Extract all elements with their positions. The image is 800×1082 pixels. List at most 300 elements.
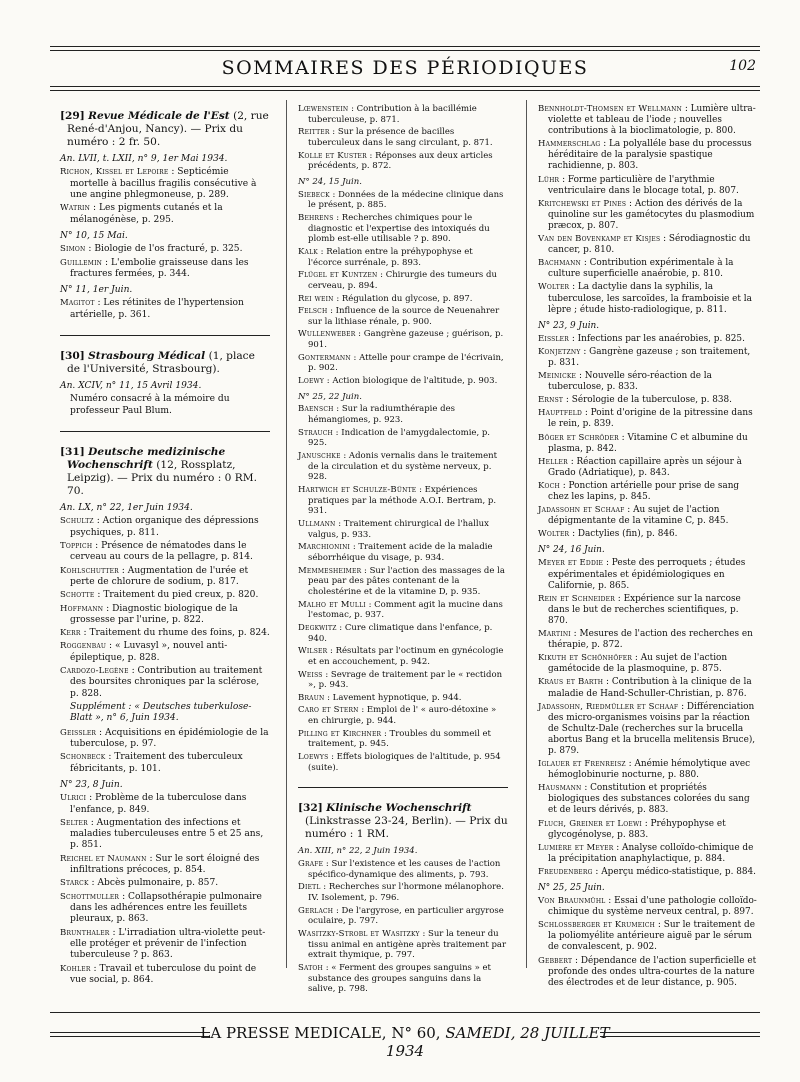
article-title: : Recherches chimiques pour le diagnostic et l'expertise des intoxiqués du plomb est-elle utilisable ? p. 890.: [308, 212, 490, 245]
article-entry: [538, 433, 758, 455]
article-entry: [60, 244, 270, 255]
article-entry: [298, 294, 508, 305]
journal-number: [32]: [298, 802, 323, 815]
article-title: : Au sujet de l'action dépigmentante de la vitamine C, p. 845.: [548, 505, 729, 527]
article-entry: [298, 906, 508, 927]
article-entry: [298, 600, 508, 621]
article-entry: [60, 566, 270, 589]
journal-number: [30]: [60, 350, 85, 363]
article-entry: [60, 298, 270, 321]
journal-number: [31]: [60, 446, 85, 458]
article-authors: Satoh: [298, 962, 323, 973]
article-authors: Wolter: [538, 529, 570, 540]
article-entry: [298, 646, 508, 667]
article-authors: Dietl: [298, 882, 321, 893]
article-entry: [538, 347, 758, 369]
article-authors: Simon: [60, 244, 86, 255]
header-rule-1: [50, 86, 760, 87]
article-authors: Geissler: [60, 727, 97, 738]
article-title: : Action biologique de l'altitude, p. 903.: [326, 376, 498, 387]
article-authors: Degkwitz: [298, 622, 337, 633]
article-authors: Wasitzky-Strobl et Wasitzky: [298, 929, 420, 939]
article-entry: [298, 353, 508, 374]
article-entry: [538, 867, 758, 878]
article-title: : La polyalléle base du processus héréditaire de la paralysie spastique rachidienne, p. 803.: [548, 139, 752, 172]
article-entry: [298, 127, 508, 148]
article-title: : Biologie de l'os fracturé, p. 325.: [88, 244, 243, 255]
article-entry: [60, 167, 270, 201]
article-authors: Felsch: [298, 306, 328, 317]
article-entry: [60, 590, 270, 601]
article-authors: Caro et Stern: [298, 705, 359, 716]
article-entry: [298, 859, 508, 880]
article-title: : L'embolie graisseuse dans les fractures fermées, p. 344.: [70, 257, 249, 279]
article-entry: [60, 258, 270, 281]
article-entry: [60, 793, 270, 816]
footer-prefix: LA PRESSE MEDICALE, N° 60,: [200, 1024, 441, 1042]
article-authors: Gebbert: [538, 955, 573, 966]
article-authors: Starck: [60, 878, 89, 889]
issue-note: Numéro consacré à la mémoire du professeur Paul Blum.: [70, 394, 230, 416]
article-title: : « Luvasyl », nouvel anti-épileptique, p. 828.: [70, 641, 228, 663]
article-authors: Koch: [538, 480, 560, 491]
article-title: : Acquisitions en épidémiologie de la tuberculose, p. 97.: [70, 727, 269, 749]
article-title: : Traitement du rhume des foins, p. 824.: [83, 628, 270, 639]
footer-text: [200, 1024, 610, 1060]
article-entry: [60, 878, 270, 889]
article-authors: Loewys: [298, 752, 329, 763]
issue-heading: N° 23, 9 Juin.: [538, 320, 600, 331]
article-authors: Cardozo-Legène: [60, 666, 129, 677]
article-entry: [538, 594, 758, 627]
article-title: : Lumière ultra-violette et tableau de l'iode ; nouvelles contributions à la bioclimatologie, p. 800.: [548, 104, 756, 137]
journal-heading: [60, 446, 270, 498]
article-authors: Schotte: [60, 590, 95, 601]
column-3: [538, 104, 758, 991]
journal-heading: [298, 802, 508, 841]
footer-rule-left: [50, 1032, 210, 1033]
top-rule-2: [50, 50, 760, 51]
article-entry: [298, 213, 508, 245]
article-entry: [60, 964, 270, 987]
article-title: : Troubles du sommeil et traitement, p. 945.: [308, 728, 491, 750]
article-entry: [538, 505, 758, 527]
journal-heading: [60, 110, 270, 149]
article-authors: Gontermann: [298, 352, 351, 363]
footer-rule-right: [600, 1032, 760, 1033]
article-authors: Meyer et Eddie: [538, 558, 604, 569]
article-entry: [60, 928, 270, 962]
article-title: : Recherches sur l'hormone mélanophore. IV. Isolement, p. 796.: [308, 882, 504, 904]
article-title: : Réaction capillaire après un séjour à Grado (Adriatique), p. 843.: [548, 456, 742, 478]
article-authors: Roggenbau: [60, 641, 107, 652]
article-authors: Schonbeck: [60, 752, 106, 763]
article-entry: [538, 234, 758, 256]
article-authors: Meinicke: [538, 371, 577, 382]
issue-heading: An. LX, n° 22, 1er Juin 1934.: [60, 503, 193, 513]
article-entry: [298, 542, 508, 563]
article-entry: [60, 541, 270, 564]
article-title: : Contribution à la bacillémie tuberculeuse, p. 871.: [308, 104, 477, 125]
article-title: : Ponction artérielle pour prise de sang chez les lapins, p. 845.: [548, 480, 740, 502]
article-entry: [538, 139, 758, 172]
article-entry: [60, 628, 270, 639]
article-authors: Hammerschlag: [538, 139, 601, 150]
article-authors: Rein et Schneider: [538, 593, 615, 604]
article-title: : Sur l'action des massages de la peau par des pâtes contenant de la cholestérine et de la vitamine D, p. 935.: [308, 565, 505, 597]
article-authors: Martini: [538, 629, 571, 640]
issue-heading: N° 23, 8 Juin.: [60, 779, 123, 790]
issue-heading: N° 11, 1er Juin.: [60, 285, 133, 296]
footer-rule-right-2: [600, 1036, 760, 1037]
article-authors: Kritchewski et Pines: [538, 198, 627, 209]
article-entry: [538, 258, 758, 280]
article-title: : Contribution expérimentale à la culture superficielle anaérobie, p. 810.: [548, 258, 734, 280]
article-entry: [60, 666, 270, 700]
issue-heading: N° 10, 15 Mai.: [60, 230, 128, 241]
article-authors: Januschke: [298, 451, 341, 462]
journal-title: Klinische Wochenschrift: [326, 802, 472, 815]
article-entry: [538, 920, 758, 953]
article-authors: Kikuth et Schönhöfer: [538, 653, 633, 664]
article-authors: Weiss: [298, 669, 323, 680]
journal-title: Deutsche medizinische Wochenschrift: [67, 446, 226, 471]
article-title: : Réponses aux deux articles précédents, p. 872.: [308, 150, 493, 172]
issue-note: Supplément : « Deutsches tuberkulose-Blatt », n° 6, Juin 1934.: [70, 702, 252, 724]
article-title: : Traitement du pied creux, p. 820.: [97, 590, 259, 601]
article-entry: [538, 175, 758, 197]
journal-number: [29]: [60, 110, 85, 122]
article-entry: [298, 376, 508, 387]
article-authors: Watrin: [60, 203, 91, 214]
article-entry: [298, 963, 508, 995]
article-title: : Sevrage de traitement par le « rectidon », p. 943.: [308, 669, 503, 691]
article-entry: [298, 929, 508, 961]
article-entry: [538, 629, 758, 651]
article-entry: [538, 371, 758, 393]
article-entry: [538, 702, 758, 757]
article-authors: Eissler: [538, 333, 569, 344]
article-title: : Régulation du glycose, p. 897.: [336, 293, 473, 304]
article-title: : Emploi de l' « auro-détoxine » en chirurgie, p. 944.: [308, 705, 497, 727]
journal-info: (12, Rossplatz, Leipzig). — Prix du numéro : 0 RM. 70.: [67, 459, 257, 497]
issue-heading: An. XIII, n° 22, 2 Juin 1934.: [298, 846, 418, 857]
article-authors: Kerr: [60, 628, 81, 639]
article-title: : Les rétinites de l'hypertension artérielle, p. 361.: [70, 298, 244, 320]
article-title: : Cure climatique dans l'enfance, p. 940.: [308, 622, 493, 644]
article-entry: [538, 481, 758, 503]
article-entry: [60, 752, 270, 775]
article-entry: [538, 653, 758, 675]
page-footer: [50, 1022, 760, 1060]
article-title: : Résultats par l'octinum en gynécologie et en accouchement, p. 942.: [308, 646, 504, 667]
article-authors: Freudenberg: [538, 866, 593, 877]
article-authors: Siebeck: [298, 189, 330, 200]
issue-heading: An. LVII, t. LXII, n° 9, 1er Mai 1934.: [60, 154, 228, 164]
article-title: : Travail et tuberculose du point de vue social, p. 864.: [70, 963, 257, 985]
article-title: : Sur la présence de bacilles tuberculeux dans le sang circulant, p. 871.: [308, 127, 493, 148]
article-entry: [298, 566, 508, 598]
article-title: : Les pigments cutanés et la mélanogénèse, p. 295.: [70, 203, 223, 225]
article-title: : Effets biologiques de l'altitude, p. 954 (suite).: [308, 752, 501, 773]
issue-heading: N° 25, 25 Juin.: [538, 883, 605, 893]
article-entry: [538, 199, 758, 232]
article-title: : Traitement acide de la maladie séborrhéique du visage, p. 934.: [308, 542, 493, 563]
article-authors: Ullmann: [298, 518, 336, 529]
column-divider-1: [286, 100, 287, 968]
article-authors: Marchionini: [298, 542, 351, 553]
article-title: : Expérience sur la narcose dans le but de recherches scientifiques, p. 870.: [548, 593, 741, 626]
article-title: : Dépendance de l'action superficielle et profonde des ondes ultra-courtes de la nature des électrodes et de leur distance, p. 905.: [548, 955, 757, 988]
article-authors: Bachmann: [538, 258, 581, 269]
article-title: : Sur la radiumthérapie des hémangiomes, p. 923.: [308, 404, 455, 426]
article-authors: Jadassohn, Riedmüller et Schaaf: [538, 701, 679, 712]
page-header: [50, 56, 760, 82]
article-title: : Augmentation des infections et maladies tuberculeuses entre 5 et 25 ans, p. 851.: [70, 817, 264, 851]
article-authors: Toppich: [60, 540, 93, 551]
article-title: : Comment agit la mucine dans l'estomac, p. 937.: [308, 599, 503, 621]
article-authors: Strauch: [298, 427, 333, 438]
article-entry: [60, 728, 270, 751]
issue-heading: N° 24, 16 Juin.: [538, 545, 605, 556]
article-entry: [538, 677, 758, 699]
article-authors: Memmesheimer: [298, 565, 362, 576]
article-entry: [298, 623, 508, 644]
article-title: : Présence de nématodes dans le cerveau au cours de la pellagre, p. 814.: [70, 540, 253, 563]
article-entry: [538, 819, 758, 841]
article-authors: Kohlschutter: [60, 565, 119, 576]
article-title: : Sur l'existence et les causes de l'action spécifico-dynamique des aliments, p. 793.: [308, 859, 501, 880]
page-title: SOMMAIRES DES PÉRIODIQUES: [221, 57, 589, 79]
article-title: : Au sujet de l'action gamétocide de la plasmoquine, p. 875.: [548, 653, 728, 675]
article-title: : Gangrène gazeuse ; son traitement, p. 831.: [548, 346, 751, 368]
article-title: : Peste des perroquets ; études expérimentales et épidémiologiques en Californie, p. 865.: [548, 558, 746, 591]
article-authors: Van den Bovenkamp et Kisjes: [538, 234, 661, 245]
article-title: : Abcès pulmonaire, p. 857.: [91, 878, 219, 889]
article-authors: Hoffmann: [60, 603, 104, 614]
article-authors: Loewy: [298, 376, 325, 387]
article-entry: [538, 395, 758, 406]
footer-rule-left-2: [50, 1036, 210, 1037]
article-entry: [60, 641, 270, 664]
article-authors: Baensch: [298, 404, 334, 415]
article-authors: Schultz: [60, 516, 94, 527]
article-title: : Nouvelle séro-réaction de la tuberculose, p. 833.: [548, 371, 712, 393]
article-title: : Lavement hypnotique, p. 944.: [327, 692, 462, 703]
article-title: : Action organique des dépressions psychiques, p. 811.: [70, 516, 259, 538]
article-title: : Influence de la source de Neuenahrer sur la lithiase rénale, p. 900.: [308, 306, 500, 327]
footer-date: SAMEDI, 28 JUILLET 1934: [385, 1024, 610, 1060]
article-title: : Traitement chirurgical de l'hallux valgus, p. 933.: [308, 518, 489, 540]
article-authors: Kraus et Barth: [538, 677, 604, 688]
article-title: : Relation entre la préhypophyse et l'écorce surrénale, p. 893.: [308, 246, 473, 268]
article-authors: Iglauer et Frenreisz: [538, 759, 626, 770]
article-entry: [298, 451, 508, 483]
article-title: : Chirurgie des tumeurs du cerveau, p. 894.: [308, 270, 497, 291]
article-entry: [538, 956, 758, 989]
article-title: : Aperçu médico-statistique, p. 884.: [595, 866, 756, 877]
article-authors: Gerlach: [298, 905, 334, 916]
article-title: : Forme particulière de l'arythmie ventriculaire dans le blocage total, p. 807.: [548, 174, 739, 196]
article-entry: [60, 516, 270, 539]
article-entry: [298, 729, 508, 750]
article-title: : Préhypophyse et glycogénolyse, p. 883.: [548, 818, 726, 840]
article-authors: Kalk: [298, 246, 318, 257]
article-entry: [538, 759, 758, 781]
article-title: : Constitution et propriétés biologiques des substances colorées du sang et de leurs dérivés, p. 883.: [548, 783, 750, 816]
article-title: : Sur le traitement de la poliomyélite antérieure aiguë par le sérum de convalescent, p. 902.: [548, 920, 755, 953]
article-entry: [538, 529, 758, 540]
article-authors: Ulrici: [60, 793, 87, 804]
article-title: : Gangrène gazeuse ; guérison, p. 901.: [308, 329, 504, 351]
article-title: : Infections par les anaérobies, p. 825.: [571, 333, 745, 344]
section-separator: [298, 787, 508, 788]
article-entry: [298, 670, 508, 691]
article-authors: Malho et Mulli: [298, 599, 366, 610]
article-entry: [298, 190, 508, 211]
article-authors: Magitot: [60, 298, 95, 309]
article-title: : Point d'origine de la pitressine dans le rein, p. 839.: [548, 408, 753, 430]
article-entry: [60, 604, 270, 627]
article-entry: [538, 843, 758, 865]
journal-info: (2, rue René-d'Anjou, Nancy). — Prix du numéro : 2 fr. 50.: [67, 110, 269, 148]
article-title: : Sérologie de la tuberculose, p. 838.: [565, 395, 732, 406]
article-title: : Anémie hémolytique avec hémoglobinurie nocturne, p. 880.: [548, 759, 751, 781]
article-title: : Problème de la tuberculose dans l'enfance, p. 849.: [70, 793, 247, 815]
article-title: : Sur le sort éloigné des infiltrations précoces, p. 854.: [70, 853, 260, 876]
article-title: : Adonis vernalis dans le traitement de la circulation et du système nerveux, p. 928.: [308, 451, 498, 483]
article-authors: Heller: [538, 456, 568, 467]
article-title: : Mesures de l'action des recherches en thérapie, p. 872.: [548, 629, 753, 651]
article-authors: Wullenweber: [298, 329, 356, 340]
article-authors: Richon, Kissel et Lepoire: [60, 167, 169, 178]
article-title: : Données de la médecine clinique dans le présent, p. 885.: [308, 189, 504, 211]
article-authors: Kolle et Kuster: [298, 150, 367, 161]
article-title: : Sérodiagnostic du cancer, p. 810.: [548, 234, 751, 256]
article-authors: Hartwich et Schulze-Bünte: [298, 485, 417, 495]
article-title: : Analyse colloïdo-chimique de la précipitation anaphylactique, p. 884.: [548, 842, 754, 864]
article-authors: Bennholdt-Thomsen et Wellmann: [538, 104, 682, 114]
article-authors: Wilser: [298, 646, 328, 657]
article-entry: [298, 329, 508, 350]
article-authors: Ernst: [538, 395, 564, 406]
issue-heading: N° 24, 15 Juin.: [298, 176, 362, 187]
article-entry: [298, 404, 508, 425]
journal-heading: [60, 350, 270, 376]
article-entry: [60, 854, 270, 877]
article-entry: [298, 104, 508, 125]
article-title: : Différenciation des micro-organismes voisins par la réaction de Schultz-Dale (recherches sur la brucella abortus Bang et la brucella melitensis Bruce), p. 879.: [548, 701, 756, 756]
article-title: : De l'argyrose, en particulier argyrose oculaire, p. 797.: [308, 905, 504, 927]
article-authors: Flügel et Kuntzen: [298, 270, 378, 281]
article-authors: Kohler: [60, 963, 91, 974]
article-entry: [298, 485, 508, 517]
journal-info: (Linkstrasse 23-24, Berlin). — Prix du numéro : 1 RM.: [305, 815, 508, 841]
article-authors: Hausmann: [538, 783, 582, 794]
journal-title: Strasbourg Médical: [88, 350, 206, 363]
article-entry: [538, 896, 758, 918]
article-authors: Schlossberger et Krumeich: [538, 920, 656, 931]
article-entry: [60, 818, 270, 852]
article-entry: [298, 752, 508, 773]
article-authors: Wolter: [538, 282, 570, 293]
article-authors: Reitter: [298, 127, 330, 138]
article-entry: [298, 428, 508, 449]
section-separator: [60, 431, 270, 432]
article-title: : Diagnostic biologique de la grossesse par l'urine, p. 822.: [70, 603, 238, 625]
article-authors: Hauptfeld: [538, 408, 582, 419]
article-entry: [298, 306, 508, 327]
article-entry: [298, 705, 508, 726]
article-authors: Guillemin: [60, 257, 103, 268]
article-entry: [60, 203, 270, 226]
article-entry: [298, 247, 508, 268]
article-entry: [538, 558, 758, 591]
article-authors: Schottmuller: [60, 891, 120, 902]
section-separator: [60, 335, 270, 336]
article-authors: Grafe: [298, 859, 324, 870]
article-authors: Lumière et Meyer: [538, 842, 614, 853]
article-authors: Fluch, Greiner et Loewi: [538, 818, 642, 829]
issue-heading: An. XCIV, n° 11, 15 Avril 1934.: [60, 381, 202, 392]
article-title: : Dactylies (fin), p. 846.: [572, 529, 678, 540]
article-authors: Jadassohn et Schaaf: [538, 505, 625, 516]
article-title: : Augmentation de l'urée et perte de chlorure de sodium, p. 817.: [70, 565, 249, 587]
article-title: : Traitement des tuberculeux fébricitants, p. 101.: [70, 752, 243, 774]
article-authors: Konjetzny: [538, 346, 581, 357]
article-entry: [298, 882, 508, 903]
article-authors: Rei wein: [298, 293, 334, 304]
article-authors: Pilling et Kirchner: [298, 728, 382, 739]
journal-info: (1, place de l'Université, Strasbourg).: [67, 350, 255, 376]
article-title: : Action des dérivés de la quinoline sur les gamétocytes du plasmodium præcox, p. 807.: [548, 198, 755, 231]
article-title: : Attelle pour crampe de l'écrivain, p. 902.: [308, 352, 504, 374]
article-title: : « Ferment des groupes sanguins » et substance des groupes sanguins dans la salive, p. 798.: [308, 962, 491, 995]
article-entry: [298, 270, 508, 291]
article-title: : Essai d'une pathologie colloïdo-chimique du système nerveux central, p. 897.: [548, 896, 757, 918]
article-title: : Septicémie mortelle à bacillus fragilis consécutive à une angine phlegmoneuse, p. 289.: [70, 167, 257, 200]
article-authors: Reichel et Naumann: [60, 853, 147, 864]
article-authors: Lühr: [538, 174, 560, 185]
article-entry: [538, 282, 758, 315]
article-title: : L'irradiation ultra-violette peut-elle protéger et prévenir de l'infection tuberculeuse ? p. 863.: [70, 927, 266, 961]
journal-title: Revue Médicale de l'Est: [88, 110, 230, 122]
article-authors: Braun: [298, 692, 325, 703]
bottom-rule: [50, 1012, 760, 1013]
article-title: : Collapsothérapie pulmonaire dans les adhérences entre les feuillets pleuraux, p. 863.: [70, 891, 262, 925]
article-entry: [298, 519, 508, 540]
article-authors: Böger et Schröder: [538, 432, 619, 443]
article-title: : La dactylie dans la syphilis, la tuberculose, les sarcoïdes, la framboisie et la lèpre ; étude histo-radiologique, p. 811.: [548, 282, 752, 315]
article-title: : Contribution à la clinique de la maladie de Hand-Schuller-Christian, p. 876.: [548, 677, 752, 699]
article-entry: [538, 408, 758, 430]
article-entry: [298, 151, 508, 172]
article-title: : Contribution au traitement des boursites chroniques par la sclérose, p. 828.: [70, 666, 263, 699]
article-entry: [538, 783, 758, 816]
article-entry: [538, 457, 758, 479]
column-divider-2: [526, 100, 527, 968]
page-number: 102: [729, 58, 756, 74]
column-2: [298, 104, 508, 997]
article-authors: Lœwenstein: [298, 104, 349, 114]
column-1: [60, 104, 270, 988]
article-authors: Behrens: [298, 212, 334, 223]
top-rule-1: [50, 46, 760, 47]
article-authors: Selter: [60, 817, 88, 828]
article-title: : Expériences pratiques par la méthode A.O.I. Bertram, p. 931.: [308, 485, 497, 517]
header-rule-2: [50, 90, 760, 91]
article-authors: Von Braunmühl: [538, 896, 606, 907]
